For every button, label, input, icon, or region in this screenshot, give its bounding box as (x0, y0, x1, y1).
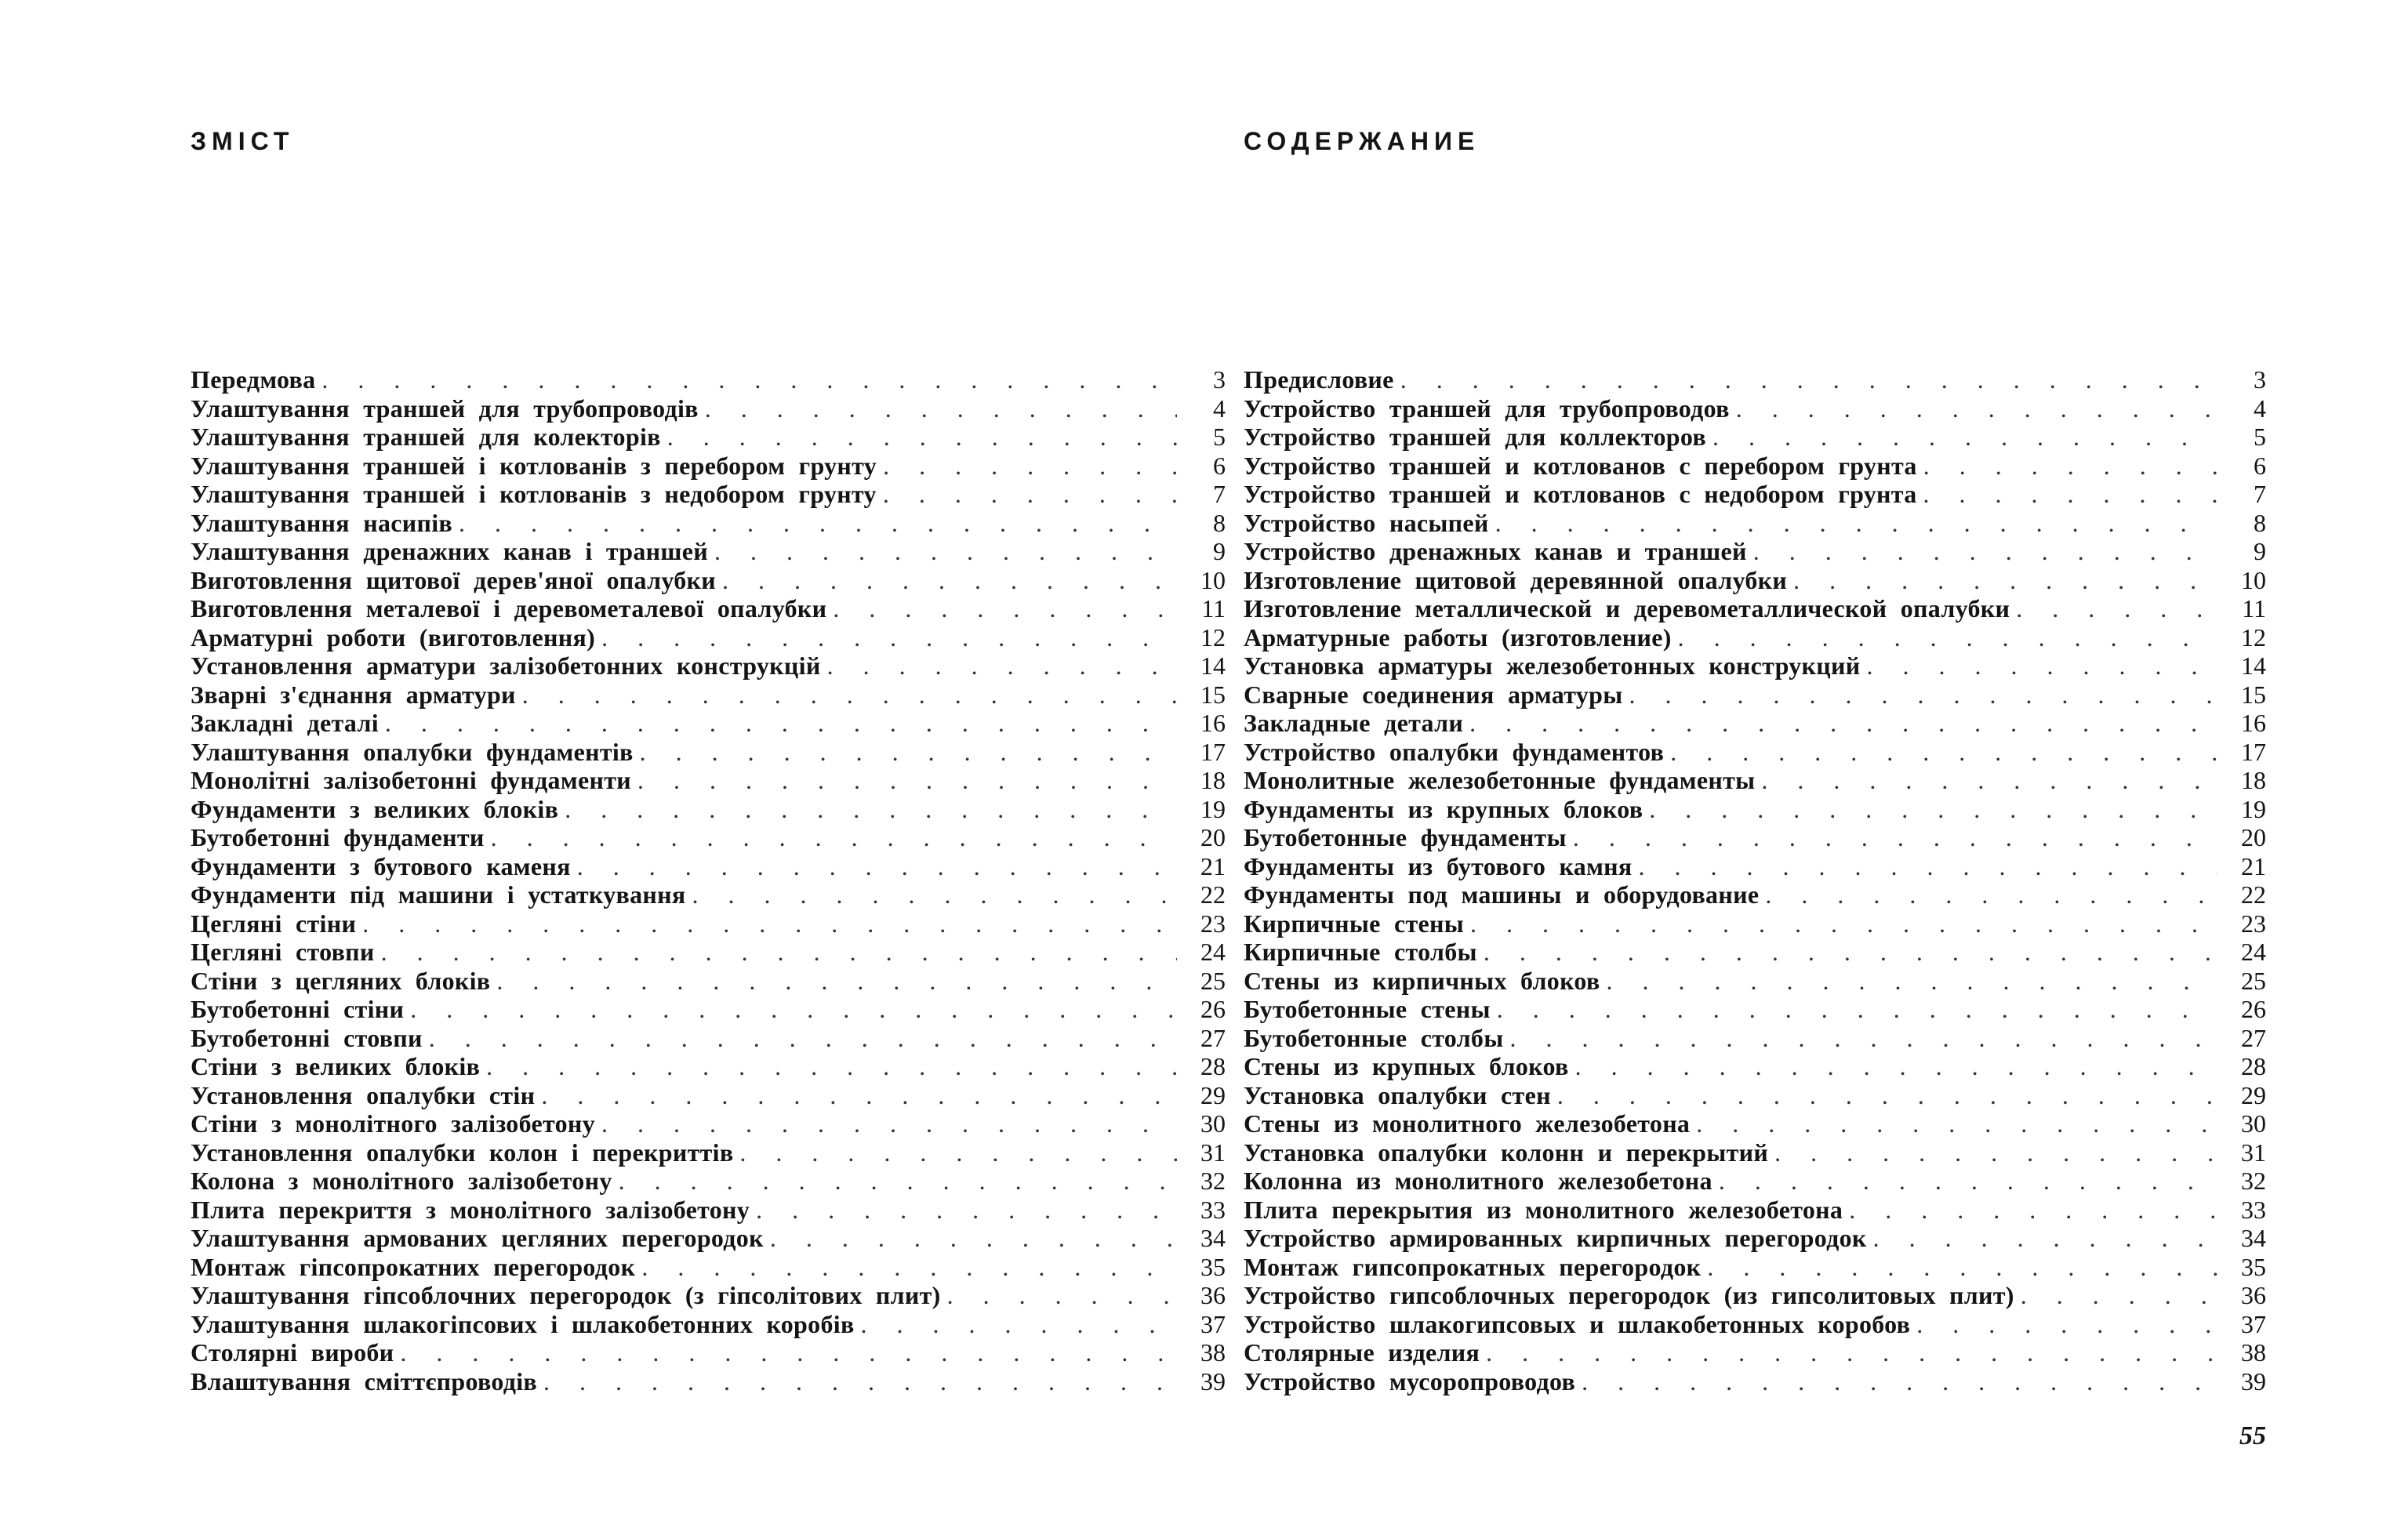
dot-leader (1639, 852, 2217, 881)
toc-entry-title: Фундаменти з великих блоків (191, 794, 559, 823)
toc-entry-title: Устройство опалубки фундаментов (1244, 737, 1665, 766)
toc-entry (1244, 651, 2266, 681)
toc-entry (191, 1109, 1226, 1138)
toc-entry-title: Изготовление металлической и деревометаллической опалубки (1244, 594, 2010, 622)
toc-entry-title: Устройство насыпей (1244, 508, 1489, 537)
dot-leader (1867, 651, 2218, 681)
toc-entry (1244, 738, 2266, 767)
toc-entry-page: 4 (2254, 394, 2266, 423)
toc-entry-page: 12 (1200, 622, 1226, 651)
dot-leader (1575, 1052, 2217, 1081)
toc-entry-title: Колона з монолітного залізобетону (191, 1167, 612, 1195)
toc-entry-title: Монолитные железобетонные фундаменты (1244, 766, 1756, 794)
toc-entry-page: 38 (1200, 1338, 1226, 1366)
toc-entry (1244, 423, 2266, 452)
toc-entry (1244, 909, 2266, 938)
dot-leader (827, 651, 1177, 681)
toc-entry (1244, 1138, 2266, 1167)
dot-leader (1484, 938, 2217, 967)
toc-entry (191, 480, 1226, 509)
toc-entry (1244, 852, 2266, 881)
dot-leader (601, 623, 1177, 652)
toc-entry (191, 509, 1226, 538)
dot-leader (577, 852, 1177, 881)
toc-entry-title: Цегляні стовпи (191, 938, 375, 966)
dot-leader (1774, 1138, 2217, 1167)
toc-entry (1244, 509, 2266, 538)
toc-entry (191, 709, 1226, 738)
toc-entry-title: Столярні вироби (191, 1338, 394, 1366)
toc-entry-title: Бутобетонные столбы (1244, 1023, 1504, 1052)
toc-entry-title: Бутобетонні стіни (191, 995, 405, 1023)
toc-entry-title: Монтаж гіпсопрокатних перегородок (191, 1252, 636, 1281)
toc-entry (191, 1310, 1226, 1339)
dot-leader (565, 795, 1177, 824)
toc-entry-title: Стіни з монолітного залізобетону (191, 1109, 595, 1138)
toc-entry-page: 38 (2241, 1338, 2266, 1366)
toc-entry-title: Арматурні роботи (виготовлення) (191, 622, 596, 651)
toc-entry (191, 1367, 1226, 1396)
toc-entry (191, 909, 1226, 938)
dot-leader (1923, 480, 2218, 509)
toc-entry-title: Закладні деталі (191, 709, 379, 737)
dot-leader (496, 967, 1177, 996)
toc-entry-page: 28 (1200, 1052, 1226, 1080)
toc-entry (191, 651, 1226, 681)
toc-entry-page: 29 (1200, 1080, 1226, 1109)
toc-entry-page: 31 (1200, 1138, 1226, 1167)
toc-entry-title: Стіни з цегляних блоків (191, 966, 491, 995)
toc-entry-title: Плита перекриття з монолітного залізобетону (191, 1195, 750, 1224)
toc-entry (1244, 394, 2266, 423)
toc-entry-page: 11 (1201, 594, 1226, 622)
toc-entry (191, 852, 1226, 881)
toc-entry (1244, 681, 2266, 710)
left-table-of-contents (191, 365, 1226, 1396)
dot-leader (541, 1081, 1177, 1110)
dot-leader (883, 480, 1177, 509)
toc-entry-page: 28 (2241, 1052, 2266, 1080)
toc-entry-title: Виготовлення металевої і деревометалевої опалубки (191, 594, 827, 622)
toc-entry-page: 6 (2254, 451, 2266, 480)
dot-leader (321, 365, 1177, 394)
toc-entry (1244, 1224, 2266, 1253)
toc-entry (1244, 365, 2266, 394)
toc-entry-title: Кирпичные стены (1244, 909, 1465, 938)
toc-entry-title: Устройство траншей для трубопроводов (1244, 394, 1730, 423)
toc-entry-page: 27 (2241, 1023, 2266, 1052)
toc-entry-title: Фундаменти під машини і устаткування (191, 880, 686, 909)
dot-leader (1649, 795, 2217, 824)
dot-leader (739, 1138, 1177, 1167)
dot-leader (619, 1167, 1177, 1196)
toc-entry-title: Монтаж гипсопрокатных перегородок (1244, 1252, 1702, 1281)
dot-leader (522, 681, 1177, 710)
dot-leader (1793, 566, 2217, 595)
right-contents-heading: СОДЕРЖАНИЕ (1244, 127, 1480, 155)
toc-entry-title: Установлення арматури залізобетонних конструкцій (191, 651, 821, 680)
toc-entry (1244, 1109, 2266, 1138)
toc-entry (191, 1024, 1226, 1053)
toc-entry-title: Устройство траншей и котлованов с перебором грунта (1244, 451, 1917, 480)
toc-entry-page: 23 (2241, 909, 2266, 938)
dot-leader (1470, 909, 2217, 938)
dot-leader (385, 709, 1177, 738)
toc-entry-title: Влаштування сміттєпроводів (191, 1366, 537, 1396)
toc-entry-title: Закладные детали (1244, 709, 1464, 737)
toc-entry-title: Бутобетонные стены (1244, 995, 1491, 1023)
toc-entry-page: 20 (1200, 823, 1226, 851)
dot-leader (362, 909, 1177, 938)
dot-leader (883, 452, 1177, 481)
toc-entry-page: 9 (2254, 537, 2266, 565)
toc-entry (1244, 1253, 2266, 1282)
toc-entry (1244, 537, 2266, 566)
toc-entry (191, 1253, 1226, 1282)
page-number: 55 (2239, 1421, 2266, 1450)
toc-entry-page: 4 (1213, 394, 1226, 423)
toc-entry-page: 34 (1200, 1224, 1226, 1252)
dot-leader (1753, 537, 2217, 566)
toc-entry-title: Кирпичные столбы (1244, 938, 1477, 966)
toc-entry-page: 26 (1200, 995, 1226, 1023)
toc-entry-page: 18 (2241, 766, 2266, 794)
toc-entry-title: Столярные изделия (1244, 1338, 1480, 1366)
toc-entry-page: 23 (1200, 909, 1226, 938)
toc-entry-page: 36 (1200, 1281, 1226, 1309)
toc-entry (1244, 594, 2266, 623)
dot-leader (381, 938, 1177, 967)
toc-entry (1244, 1281, 2266, 1310)
dot-leader (429, 1024, 1177, 1053)
toc-entry-title: Устройство гипсоблочных перегородок (из гипсолитовых плит) (1244, 1281, 2014, 1309)
dot-leader (1510, 1024, 2217, 1053)
toc-entry-title: Изготовление щитовой деревянной опалубки (1244, 565, 1788, 594)
dot-leader (770, 1224, 1177, 1253)
toc-entry-title: Бутобетонні фундаменти (191, 823, 485, 851)
toc-entry-page: 14 (2241, 651, 2266, 680)
toc-entry (1244, 1367, 2266, 1396)
toc-entry-title: Фундаменти з бутового каменя (191, 851, 571, 880)
toc-entry-title: Стіни з великих блоків (191, 1052, 481, 1080)
toc-entry-title: Сварные соединения арматуры (1244, 680, 1623, 709)
toc-entry-page: 25 (2241, 966, 2266, 995)
dot-leader (410, 995, 1177, 1024)
toc-entry-title: Установка опалубки колонн и перекрытий (1244, 1138, 1769, 1167)
dot-leader (1736, 394, 2217, 423)
toc-entry-title: Улаштування траншей для колекторів (191, 423, 661, 451)
toc-entry-title: Улаштування гіпсоблочних перегородок (з гіпсолітових плит) (191, 1281, 941, 1309)
toc-entry (191, 1081, 1226, 1110)
dot-leader (1765, 880, 2217, 909)
dot-leader (1696, 1109, 2217, 1138)
toc-entry (191, 880, 1226, 909)
toc-entry-page: 18 (1200, 766, 1226, 794)
dot-leader (1557, 1081, 2217, 1110)
toc-entry-page: 20 (2241, 823, 2266, 851)
toc-entry-page: 10 (2241, 565, 2266, 594)
toc-entry-page: 35 (1200, 1252, 1226, 1281)
dot-leader (640, 738, 1177, 767)
dot-leader (722, 566, 1177, 595)
toc-entry-title: Установлення опалубки стін (191, 1080, 536, 1109)
toc-entry (1244, 967, 2266, 996)
toc-entry-title: Улаштування дренажних канав і траншей (191, 537, 708, 565)
toc-entry-page: 21 (1200, 851, 1226, 880)
toc-entry-page: 25 (1200, 966, 1226, 995)
toc-entry (191, 1338, 1226, 1367)
dot-leader (1873, 1224, 2217, 1253)
toc-entry-page: 8 (2254, 508, 2266, 537)
dot-leader (1923, 452, 2217, 481)
toc-entry-title: Плита перекрытия из монолитного железобетона (1244, 1195, 1843, 1224)
toc-entry (191, 766, 1226, 795)
toc-entry-title: Улаштування траншей для трубопроводів (191, 394, 699, 423)
toc-entry (1244, 1052, 2266, 1081)
toc-entry (1244, 623, 2266, 652)
toc-entry-page: 22 (1200, 880, 1226, 909)
toc-entry-page: 7 (2254, 480, 2266, 508)
toc-entry (191, 537, 1226, 566)
toc-entry (191, 423, 1226, 452)
toc-entry-title: Стены из монолитного железобетона (1244, 1109, 1691, 1138)
toc-entry-page: 33 (2241, 1195, 2266, 1224)
dot-leader (1497, 995, 2217, 1024)
toc-entry-title: Устройство траншей для коллекторов (1244, 423, 1706, 451)
dot-leader (491, 823, 1177, 852)
dot-leader (637, 766, 1177, 795)
toc-entry-page: 27 (1200, 1023, 1226, 1052)
toc-entry-page: 17 (2241, 737, 2266, 766)
toc-entry (1244, 880, 2266, 909)
toc-entry (191, 566, 1226, 595)
toc-entry-page: 16 (1200, 709, 1226, 737)
toc-entry-page: 14 (1200, 651, 1226, 680)
toc-entry (191, 1052, 1226, 1081)
dot-leader (1678, 623, 2217, 652)
toc-entry (191, 1138, 1226, 1167)
toc-entry-title: Фундаменты из крупных блоков (1244, 794, 1643, 823)
toc-entry-title: Колонна из монолитного железобетона (1244, 1167, 1712, 1195)
toc-entry-title: Устройство дренажных канав и траншей (1244, 537, 1747, 565)
dot-leader (1607, 967, 2218, 996)
dot-leader (833, 594, 1177, 623)
dot-leader (692, 880, 1178, 909)
toc-entry (191, 452, 1226, 481)
toc-entry-page: 19 (1200, 794, 1226, 823)
toc-entry-title: Зварні з'єднання арматури (191, 680, 516, 709)
dot-leader (1719, 1167, 2217, 1196)
toc-entry (191, 1281, 1226, 1310)
toc-entry-page: 9 (1213, 537, 1226, 565)
toc-entry (191, 1167, 1226, 1196)
toc-entry (1244, 1081, 2266, 1110)
toc-entry-title: Арматурные работы (изготовление) (1244, 622, 1672, 651)
toc-entry-page: 37 (1200, 1309, 1226, 1338)
dot-leader (486, 1052, 1177, 1081)
dot-leader (2021, 1281, 2217, 1310)
toc-entry (1244, 480, 2266, 509)
toc-entry (191, 938, 1226, 967)
dot-leader (1400, 365, 2217, 394)
toc-entry (1244, 995, 2266, 1024)
toc-entry-title: Устройство траншей и котлованов с недобором грунта (1244, 480, 1917, 508)
toc-entry-title: Устройство мусоропроводов (1244, 1366, 1576, 1396)
toc-entry-title: Фундаменты под машины и оборудование (1244, 880, 1760, 909)
toc-entry-page: 32 (1200, 1167, 1226, 1195)
toc-entry-title: Цегляні стіни (191, 909, 357, 938)
dot-leader (947, 1281, 1177, 1310)
toc-entry-page: 5 (1213, 423, 1226, 451)
toc-entry (191, 738, 1226, 767)
toc-entry (191, 795, 1226, 824)
toc-entry-page: 31 (2241, 1138, 2266, 1167)
toc-entry-page: 17 (1200, 737, 1226, 766)
toc-entry-page: 26 (2241, 995, 2266, 1023)
toc-entry-page: 12 (2241, 622, 2266, 651)
toc-entry (1244, 823, 2266, 852)
dot-leader (1486, 1338, 2217, 1367)
toc-entry-title: Устройство армированных кирпичных перегородок (1244, 1224, 1867, 1252)
toc-entry (1244, 938, 2266, 967)
toc-entry-title: Улаштування опалубки фундаментів (191, 737, 634, 766)
toc-entry (1244, 566, 2266, 595)
dot-leader (1495, 509, 2217, 538)
toc-entry-title: Улаштування траншей і котлованів з перебором грунту (191, 451, 877, 480)
toc-entry-page: 34 (2241, 1224, 2266, 1252)
toc-entry-page: 24 (1200, 938, 1226, 966)
toc-entry-title: Виготовлення щитової дерев'яної опалубки (191, 565, 717, 594)
toc-entry-page: 21 (2241, 851, 2266, 880)
toc-entry-title: Монолітні залізобетонні фундаменти (191, 766, 631, 794)
toc-entry-title: Установка опалубки стен (1244, 1080, 1551, 1109)
toc-entry-page: 36 (2241, 1281, 2266, 1309)
toc-entry-title: Улаштування траншей і котлованів з недобором грунту (191, 480, 877, 508)
right-table-of-contents (1244, 365, 2266, 1396)
toc-entry-page: 35 (2241, 1252, 2266, 1281)
toc-entry-page: 11 (2242, 594, 2266, 622)
toc-entry-page: 29 (2241, 1080, 2266, 1109)
toc-entry-page: 10 (1200, 565, 1226, 594)
dot-leader (861, 1310, 1177, 1339)
toc-entry (1244, 795, 2266, 824)
toc-entry (1244, 452, 2266, 481)
toc-entry (191, 365, 1226, 394)
dot-leader (705, 394, 1177, 423)
toc-entry-title: Фундаменты из бутового камня (1244, 851, 1633, 880)
toc-entry-page: 30 (2241, 1109, 2266, 1138)
toc-entry-title: Стены из кирпичных блоков (1244, 966, 1600, 995)
toc-entry-title: Стены из крупных блоков (1244, 1052, 1569, 1080)
toc-entry-page: 37 (2241, 1309, 2266, 1338)
dot-leader (1916, 1310, 2217, 1339)
toc-entry-page: 6 (1213, 451, 1226, 480)
dot-leader (543, 1367, 1177, 1396)
toc-entry-title: Улаштування шлакогіпсових і шлакобетонних коробів (191, 1309, 855, 1338)
dot-leader (1712, 423, 2217, 452)
toc-entry-page: 16 (2241, 709, 2266, 737)
toc-entry (191, 823, 1226, 852)
toc-entry-page: 39 (2241, 1366, 2266, 1396)
toc-entry (191, 394, 1226, 423)
dot-leader (1629, 681, 2218, 710)
toc-entry-title: Улаштування насипів (191, 508, 452, 537)
dot-leader (667, 423, 1177, 452)
toc-entry-title: Передмова (191, 365, 316, 394)
dot-leader (1849, 1196, 2217, 1225)
dot-leader (1670, 738, 2217, 767)
toc-entry-title: Предисловие (1244, 365, 1394, 394)
toc-entry-title: Бутобетонні стовпи (191, 1023, 423, 1052)
toc-entry (1244, 1024, 2266, 1053)
dot-leader (1573, 823, 2217, 852)
toc-entry (191, 1224, 1226, 1253)
left-contents-heading: ЗМІСТ (191, 127, 295, 155)
toc-entry-page: 32 (2241, 1167, 2266, 1195)
toc-entry (191, 967, 1226, 996)
toc-entry-title: Бутобетонные фундаменты (1244, 823, 1567, 851)
dot-leader (400, 1338, 1177, 1367)
toc-entry (191, 681, 1226, 710)
toc-entry-title: Устройство шлакогипсовых и шлакобетонных коробов (1244, 1309, 1911, 1338)
toc-entry-title: Улаштування армованих цегляних перегородок (191, 1224, 764, 1252)
toc-entry-page: 5 (2254, 423, 2266, 451)
toc-entry (191, 1196, 1226, 1225)
dot-leader (1469, 709, 2217, 738)
toc-entry (1244, 1310, 2266, 1339)
toc-entry (1244, 766, 2266, 795)
toc-entry-page: 24 (2241, 938, 2266, 966)
toc-entry-page: 3 (1213, 365, 1226, 394)
toc-entry-title: Установлення опалубки колон і перекриттів (191, 1138, 734, 1167)
toc-entry-page: 15 (2241, 680, 2266, 709)
toc-entry (1244, 709, 2266, 738)
toc-entry-title: Установка арматуры железобетонных конструкций (1244, 651, 1861, 680)
dot-leader (756, 1196, 1177, 1225)
toc-entry (191, 623, 1226, 652)
toc-entry-page: 39 (1200, 1366, 1226, 1396)
dot-leader (1761, 766, 2217, 795)
toc-entry (191, 594, 1226, 623)
toc-entry (191, 995, 1226, 1024)
toc-entry (1244, 1196, 2266, 1225)
dot-leader (601, 1109, 1177, 1138)
toc-entry-page: 19 (2241, 794, 2266, 823)
dot-leader (2016, 594, 2217, 623)
toc-entry-page: 22 (2241, 880, 2266, 909)
toc-entry-page: 33 (1200, 1195, 1226, 1224)
toc-entry (1244, 1338, 2266, 1367)
dot-leader (714, 537, 1177, 566)
toc-entry-page: 15 (1200, 680, 1226, 709)
toc-entry-page: 3 (2254, 365, 2266, 394)
toc-entry-page: 7 (1213, 480, 1226, 508)
dot-leader (1707, 1253, 2217, 1282)
dot-leader (641, 1253, 1177, 1282)
dot-leader (459, 509, 1177, 538)
toc-entry (1244, 1167, 2266, 1196)
dot-leader (1582, 1367, 2217, 1396)
toc-entry-page: 8 (1213, 508, 1226, 537)
toc-entry-page: 30 (1200, 1109, 1226, 1138)
